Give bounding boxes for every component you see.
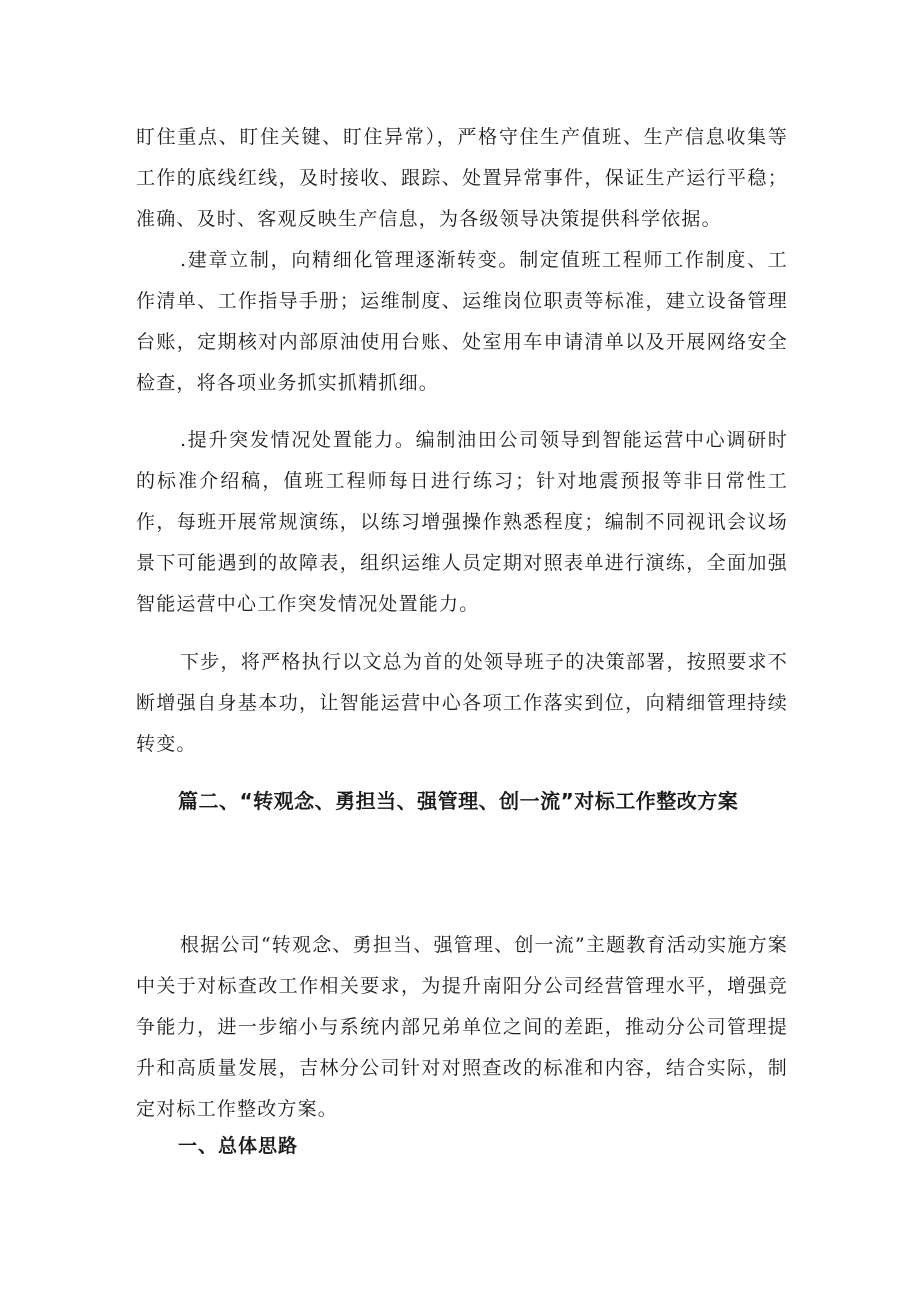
paragraph-continued: 盯住重点、盯住关键、盯住异常），严格守住生产值班、生产信息收集等工作的底线红线，及时接收、跟踪、处置异常事件，保证生产运行平稳；准确、及时、客观反映生产信息，为各级领导决策提供科学依据。 [136,126,788,230]
paragraph-regulations: .建章立制，向精细化管理逐渐转变。制定值班工程师工作制度、工作清单、工作指导手册；运维制度、运维岗位职责等标准，建立设备管理台账，定期核对内部原油使用台账、处室用车申请清单以及开展网络安全检查，将各项业务抓实抓精抓细。 [136,249,788,394]
paragraph-intro: 根据公司“转观念、勇担当、强管理、创一流”主题教育活动实施方案中关于对标查改工作相关要求，为提升南阳分公司经营管理水平，增强竞争能力，进一步缩小与系统内部兄弟单位之间的差距，推动分公司管理提升和高质量发展，吉林分公司针对对照查改的标准和内容，结合实际，制定对标工作整改方案。 [136,934,788,1120]
paragraph-next-steps: 下步，将严格执行以文总为首的处领导班子的决策部署，按照要求不断增强自身基本功，让智能运营中心各项工作落实到位，向精细管理持续转变。 [136,651,788,755]
paragraph-emergency-response: .提升突发情况处置能力。编制油田公司领导到智能运营中心调研时的标准介绍稿，值班工程师每日进行练习；针对地震预报等非日常性工作，每班开展常规演练，以练习增强操作熟悉程度；编制不同视讯会议场景下可能遇到的故障表，组织运维人员定期对照表单进行演练，全面加强智能运营中心工作突发情况处置能力。 [136,429,788,615]
heading-overall-approach: 一、总体思路 [178,1135,299,1157]
section-title: 篇二、“转观念、勇担当、强管理、创一流”对标工作整改方案 [178,789,739,813]
